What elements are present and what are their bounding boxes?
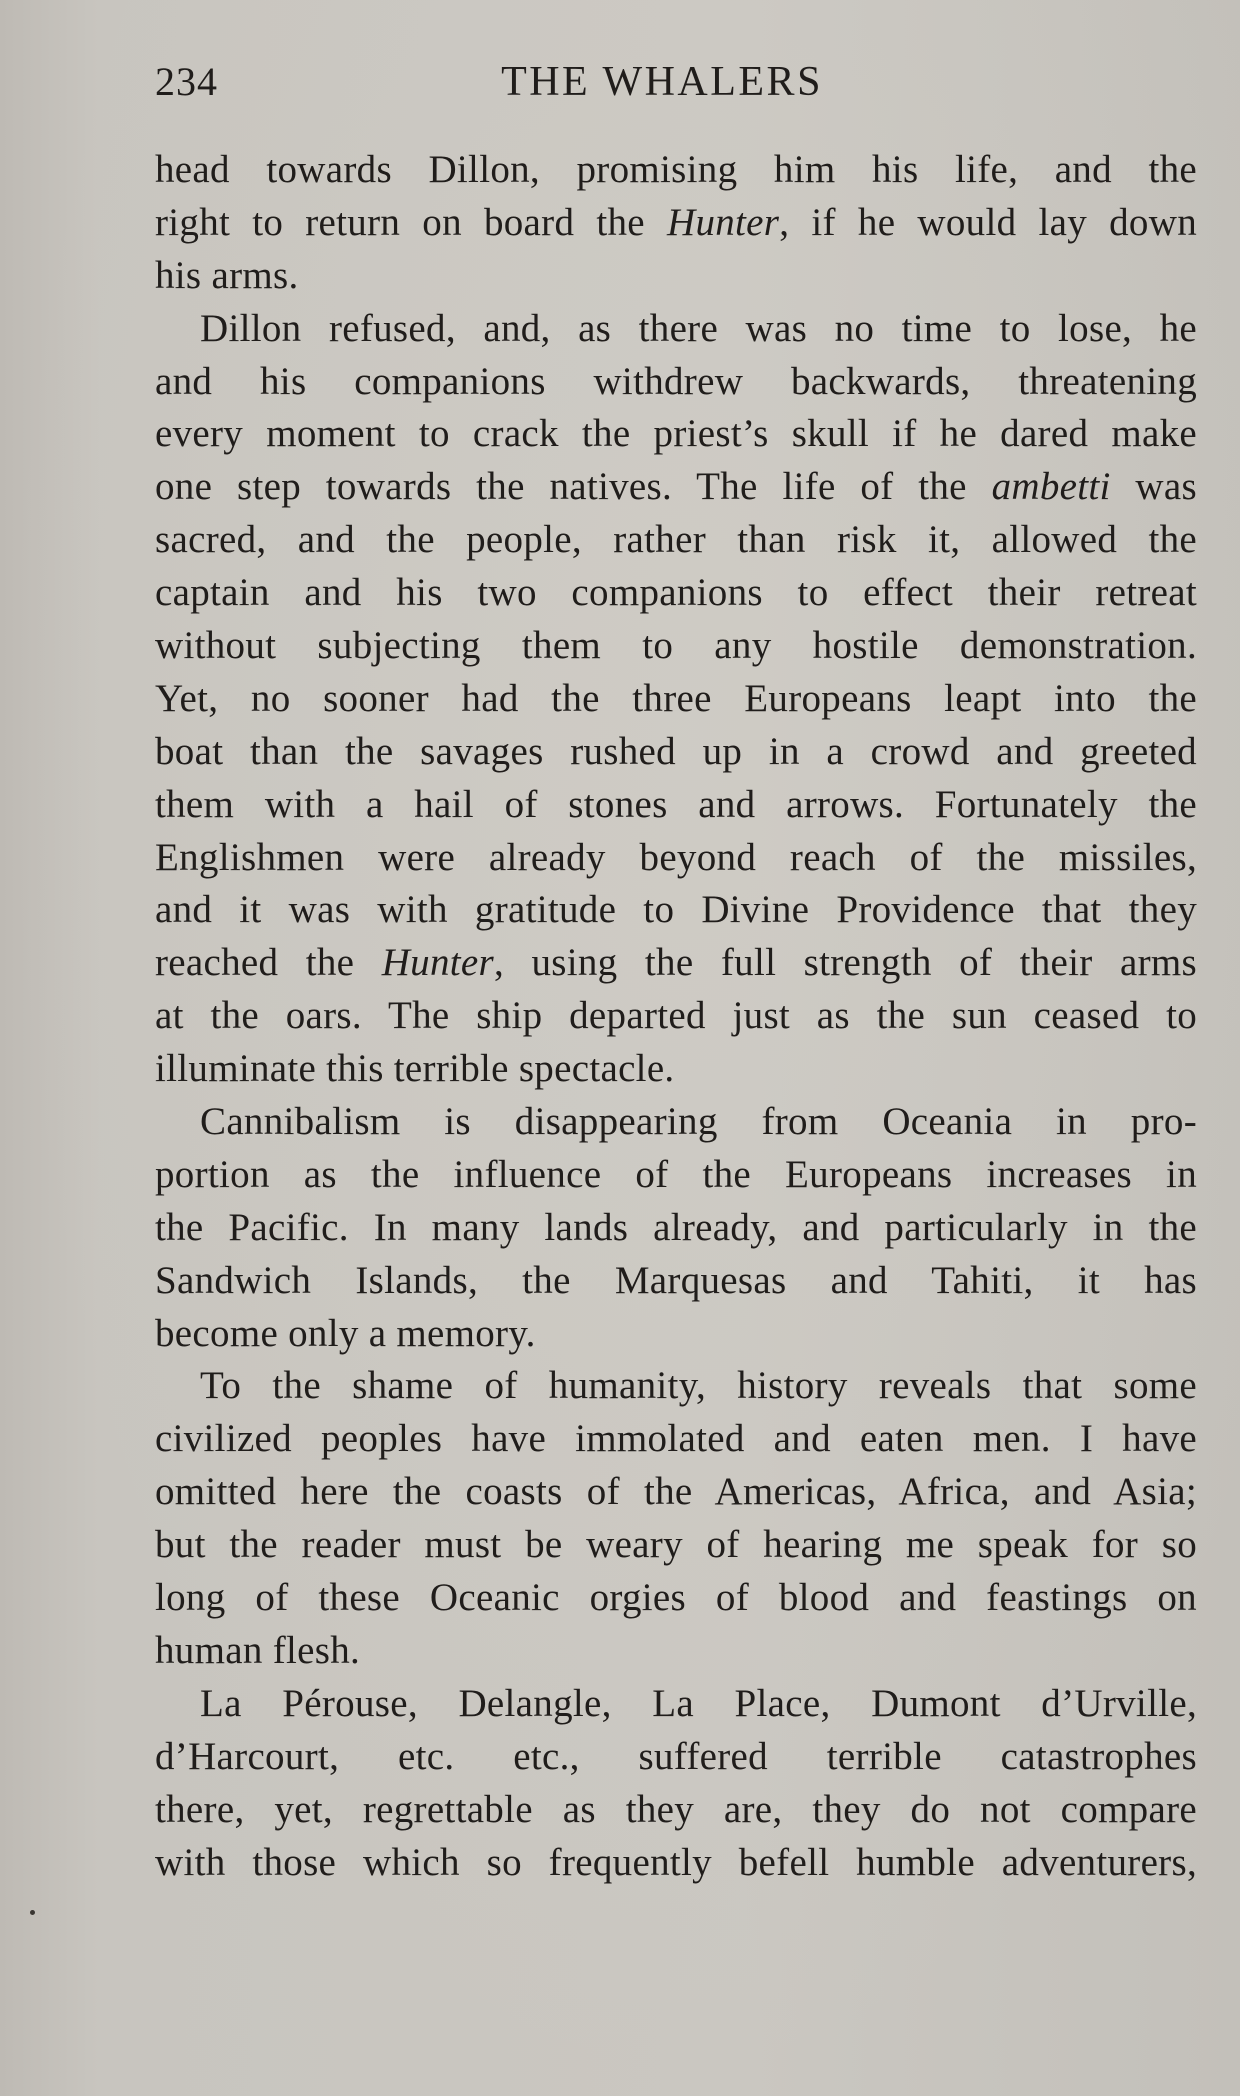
text-segment: his arms.: [155, 253, 299, 297]
text-segment: become only a memory.: [155, 1311, 536, 1355]
italic-text: Hunter: [381, 941, 494, 985]
page-number: 234: [155, 59, 218, 104]
text-segment: sacred, and the people, rather than risk it, allowed the: [155, 518, 1197, 562]
text-segment: there, yet, regrettable as they are, they do not compare: [155, 1787, 1197, 1831]
text-line: [155, 303, 1197, 356]
text-segment: Cannibalism is disappearing from Oceania in pro-: [200, 1100, 1197, 1144]
text-line: [155, 356, 1197, 409]
text-line: [155, 1572, 1197, 1625]
text-segment: was: [1110, 465, 1197, 509]
text-line: [155, 1202, 1197, 1255]
text-segment: Englishmen were already beyond reach of the missiles,: [155, 835, 1197, 879]
text-line: [155, 1308, 1197, 1361]
text-segment: boat than the savages rushed up in a crowd and greeted: [155, 729, 1197, 773]
paper-speck: [30, 1910, 35, 1915]
text-line: [155, 990, 1197, 1043]
text-segment: , if he would lay down: [779, 200, 1198, 244]
text-segment: long of these Oceanic orgies of blood and feastings on: [155, 1576, 1197, 1620]
text-segment: and it was with gratitude to Divine Providence that they: [155, 888, 1197, 932]
text-line: [155, 1043, 1197, 1096]
text-segment: the Pacific. In many lands already, and particularly in the: [155, 1205, 1197, 1249]
body-text: [155, 144, 1197, 1889]
text-line: [155, 250, 1197, 303]
text-line: [155, 1149, 1197, 1202]
text-segment: reached the: [155, 941, 382, 985]
text-segment: right to return on board the: [155, 200, 667, 244]
text-line: [155, 197, 1197, 250]
page-header: [155, 58, 1197, 114]
text-line: [155, 514, 1197, 567]
text-segment: omitted here the coasts of the Americas, Africa, and Asia;: [155, 1470, 1197, 1514]
text-segment: with those which so frequently befell humble adventurers,: [155, 1840, 1197, 1884]
text-segment: Yet, no sooner had the three Europeans leapt into the: [155, 676, 1197, 720]
text-segment: Dillon refused, and, as there was no time to lose, he: [200, 306, 1197, 350]
text-line: [155, 1784, 1197, 1837]
text-line: [155, 1255, 1197, 1308]
text-segment: one step towards the natives. The life of the: [155, 465, 992, 509]
text-line: [155, 408, 1197, 461]
text-line: [155, 1360, 1197, 1413]
text-line: [155, 1413, 1197, 1466]
text-segment: head towards Dillon, promising him his life, and the: [155, 148, 1197, 191]
text-segment: d’Harcourt, etc. etc., suffered terrible catastrophes: [155, 1734, 1197, 1778]
italic-text: ambetti: [991, 465, 1111, 509]
text-line: [155, 620, 1197, 673]
text-line: [155, 1731, 1197, 1784]
text-segment: portion as the influence of the Europeans increases in: [155, 1152, 1197, 1196]
text-segment: civilized peoples have immolated and eaten men. I have: [155, 1417, 1197, 1461]
text-segment: Sandwich Islands, the Marquesas and Tahiti, it has: [155, 1258, 1197, 1302]
italic-text: Hunter: [666, 200, 780, 244]
text-line: [155, 1466, 1197, 1519]
text-segment: without subjecting them to any hostile demonstration.: [155, 624, 1197, 668]
text-segment: captain and his two companions to effect their retreat: [155, 571, 1197, 615]
text-line: [155, 1678, 1197, 1731]
text-segment: To the shame of humanity, history reveals that some: [200, 1364, 1197, 1408]
text-line: [155, 567, 1197, 620]
text-line: [155, 673, 1197, 726]
text-line: [155, 884, 1197, 937]
text-line: [155, 1519, 1197, 1572]
text-line: [155, 144, 1197, 197]
text-segment: , using the full strength of their arms: [494, 941, 1197, 985]
text-segment: but the reader must be weary of hearing me speak for so: [155, 1523, 1197, 1567]
text-line: [155, 726, 1197, 779]
text-line: [155, 1096, 1197, 1149]
text-line: [155, 779, 1197, 832]
text-line: [155, 1837, 1197, 1890]
running-head: THE WHALERS: [501, 59, 823, 105]
text-segment: La Pérouse, Delangle, La Place, Dumont d’Urville,: [200, 1681, 1197, 1725]
text-line: [155, 461, 1197, 514]
text-line: [155, 1625, 1197, 1678]
text-segment: and his companions withdrew backwards, threatening: [155, 359, 1197, 403]
text-segment: human flesh.: [155, 1628, 361, 1672]
text-segment: illuminate this terrible spectacle.: [155, 1047, 675, 1091]
text-segment: at the oars. The ship departed just as the sun ceased to: [155, 994, 1197, 1038]
text-segment: them with a hail of stones and arrows. Fortunately the: [155, 782, 1197, 826]
text-line: [155, 832, 1197, 885]
text-line: [155, 937, 1197, 990]
text-segment: every moment to crack the priest’s skull if he dared make: [155, 412, 1197, 456]
